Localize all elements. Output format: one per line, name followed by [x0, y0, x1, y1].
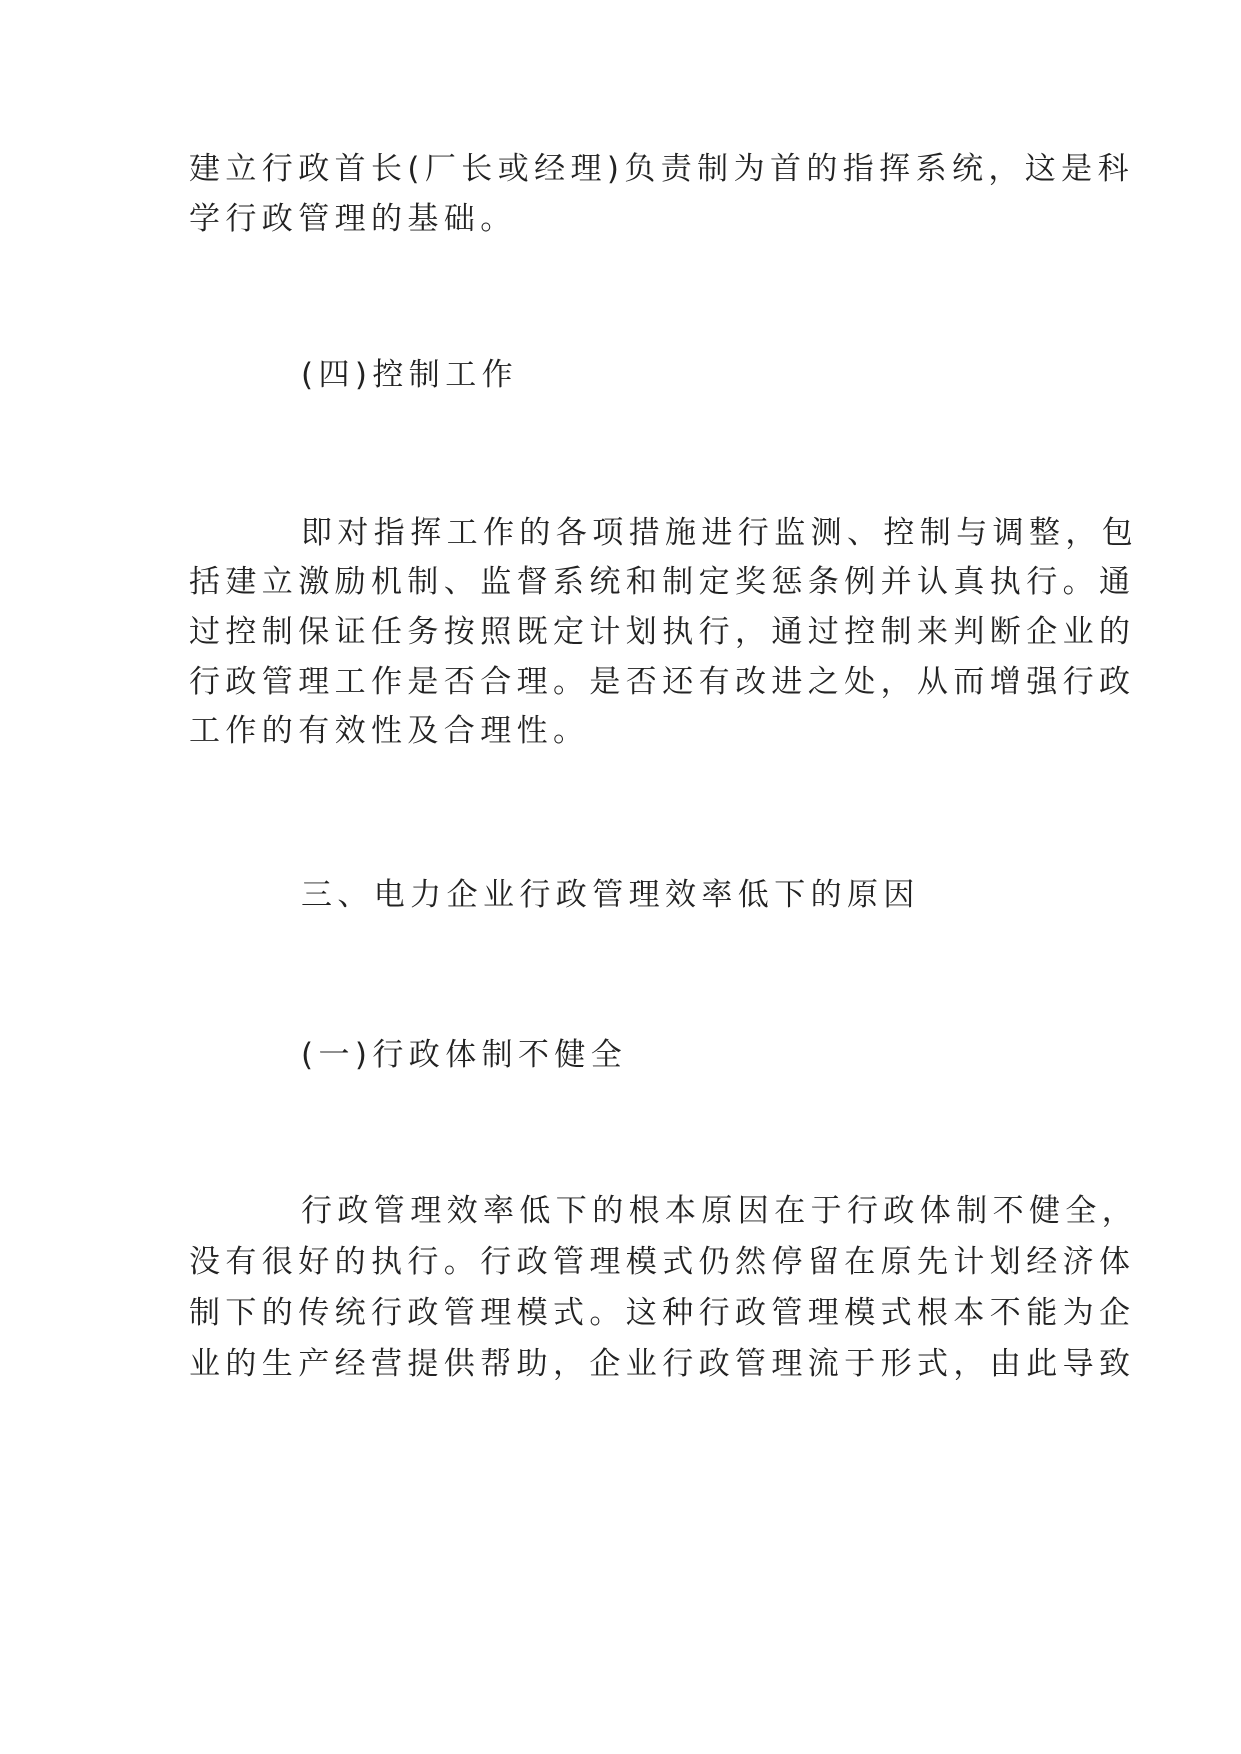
section-heading-chapter-3: 三、电力企业行政管理效率低下的原因 — [301, 877, 920, 913]
paragraph-3-line-2: 没有很好的执行。行政管理模式仍然停留在原先计划经济体 — [189, 1244, 1136, 1280]
paragraph-2-line-5: 工作的有效性及合理性。 — [189, 713, 590, 749]
paragraph-3-line-3: 制下的传统行政管理模式。这种行政管理模式根本不能为企 — [189, 1295, 1136, 1331]
paragraph-2-line-2: 括建立激励机制、监督系统和制定奖惩条例并认真执行。通 — [189, 564, 1136, 600]
paragraph-1-line-1: 建立行政首长(厂长或经理)负责制为首的指挥系统，这是科 — [189, 151, 1134, 187]
paragraph-3-line-4: 业的生产经营提供帮助，企业行政管理流于形式，由此导致 — [189, 1346, 1136, 1382]
paragraph-2-line-1: 即对指挥工作的各项措施进行监测、控制与调整，包 — [301, 515, 1139, 551]
paragraph-2-line-3: 过控制保证任务按照既定计划执行，通过控制来判断企业的 — [189, 614, 1136, 650]
paragraph-3-line-1: 行政管理效率低下的根本原因在于行政体制不健全， — [301, 1193, 1139, 1229]
paragraph-2-line-4: 行政管理工作是否合理。是否还有改进之处，从而增强行政 — [189, 664, 1136, 700]
section-heading-control-work: (四)控制工作 — [301, 357, 518, 393]
paragraph-1-line-2: 学行政管理的基础。 — [189, 201, 517, 237]
section-heading-subsection-1: (一)行政体制不健全 — [301, 1037, 628, 1073]
